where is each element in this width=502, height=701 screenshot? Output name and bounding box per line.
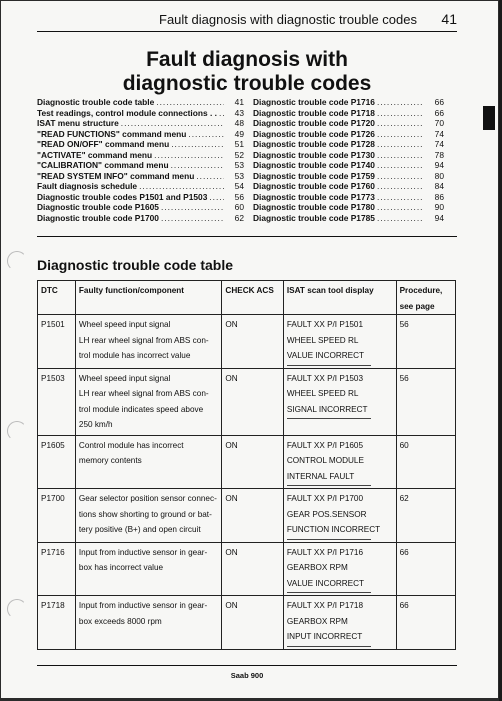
toc-leader-dots bbox=[161, 202, 224, 213]
cell-procedure-page: 66 bbox=[396, 596, 455, 650]
toc-entry bbox=[253, 181, 444, 192]
isat-line: WHEEL SPEED RL bbox=[286, 389, 359, 398]
table-row bbox=[38, 542, 456, 596]
header-procedure bbox=[396, 281, 455, 315]
toc-entry-page: 74 bbox=[434, 139, 444, 149]
page-footer: Saab 900 bbox=[37, 665, 457, 680]
cell-function bbox=[75, 542, 222, 596]
section-title: Diagnostic trouble code table bbox=[37, 257, 234, 273]
isat-line: FAULT XX P/I P1700 bbox=[286, 494, 364, 503]
toc-entry bbox=[37, 192, 244, 203]
toc-entry-page: 94 bbox=[434, 160, 444, 170]
isat-underline bbox=[287, 418, 371, 419]
toc-entry-label: Fault diagnosis schedule bbox=[37, 181, 138, 191]
header-isat: ISAT scan tool display bbox=[283, 281, 396, 315]
header-procedure-line1: Procedure, bbox=[399, 286, 443, 295]
function-line: trol module has incorrect value bbox=[78, 351, 191, 360]
toc-entry bbox=[253, 97, 444, 108]
toc-entry bbox=[37, 150, 244, 161]
cell-isat bbox=[283, 368, 396, 435]
function-line: Gear selector position sensor connec- bbox=[78, 494, 217, 503]
toc-entry bbox=[253, 129, 444, 140]
toc-leader-dots bbox=[196, 171, 224, 182]
toc-leader-dots bbox=[377, 181, 424, 192]
toc-entry-label: Diagnostic trouble code P1728 bbox=[253, 139, 375, 149]
toc-entry-label: Diagnostic trouble code P1785 bbox=[253, 212, 375, 223]
hole-punch-mark bbox=[7, 251, 27, 271]
toc-entry-page: 53 bbox=[234, 160, 244, 170]
toc-entry-page: 80 bbox=[434, 170, 444, 181]
toc-leader-dots bbox=[161, 213, 224, 224]
isat-underline bbox=[287, 646, 371, 647]
toc-entry-page: 74 bbox=[434, 128, 444, 139]
toc-entry-page: 41 bbox=[234, 97, 244, 107]
table-row bbox=[38, 435, 456, 489]
toc-leader-dots bbox=[121, 118, 224, 129]
cell-check-acs: ON bbox=[222, 596, 283, 650]
toc-leader-dots bbox=[156, 97, 224, 108]
cell-dtc: P1700 bbox=[38, 489, 76, 543]
header-page-number: 41 bbox=[441, 11, 457, 27]
toc-leader-dots bbox=[154, 150, 224, 161]
cell-isat bbox=[283, 542, 396, 596]
toc-entry bbox=[253, 118, 444, 129]
toc-leader-dots bbox=[377, 202, 424, 213]
toc-leader-dots bbox=[377, 139, 424, 150]
main-title bbox=[37, 48, 457, 96]
toc-entry bbox=[253, 192, 444, 203]
toc-entry-page: 86 bbox=[434, 191, 444, 202]
function-line: memory contents bbox=[78, 456, 142, 465]
toc-entry-label: Diagnostic trouble code P1605 bbox=[37, 202, 159, 212]
toc-leader-dots bbox=[377, 118, 424, 129]
toc-entry-label: Diagnostic trouble code P1730 bbox=[253, 149, 375, 160]
toc-entry-label: Diagnostic trouble code P1773 bbox=[253, 191, 375, 202]
toc-entry bbox=[37, 108, 244, 119]
isat-underline bbox=[287, 592, 371, 593]
toc-leader-dots bbox=[171, 160, 224, 171]
toc-entry-label: Diagnostic trouble code table bbox=[37, 97, 155, 107]
isat-line: VALUE INCORRECT bbox=[286, 578, 365, 588]
function-line: 250 km/h bbox=[78, 420, 113, 429]
toc-entry bbox=[37, 213, 244, 224]
toc-leader-dots bbox=[377, 150, 424, 161]
function-line: Input from inductive sensor in gear- bbox=[78, 547, 208, 557]
manual-page bbox=[1, 1, 498, 698]
toc-entry bbox=[37, 118, 244, 129]
function-line: Input from inductive sensor in gear- bbox=[78, 601, 208, 610]
cell-procedure-page: 56 bbox=[396, 315, 455, 369]
table-row bbox=[38, 315, 456, 369]
toc-leader-dots bbox=[377, 192, 424, 203]
isat-line: FAULT XX P/I P1501 bbox=[286, 320, 364, 329]
toc-entry-page: 51 bbox=[234, 139, 244, 149]
toc-entry-label: Test readings, control module connections . . bbox=[37, 107, 217, 118]
toc-entry-label: "READ ON/OFF" command menu bbox=[37, 139, 170, 149]
toc-leader-dots bbox=[209, 192, 224, 203]
toc-leader-dots bbox=[377, 97, 424, 108]
table-row bbox=[38, 596, 456, 650]
toc-leader-dots bbox=[377, 171, 424, 182]
cell-isat bbox=[283, 596, 396, 650]
cell-function bbox=[75, 489, 222, 543]
cell-isat bbox=[283, 435, 396, 489]
toc-entry-label: "READ FUNCTIONS" command menu bbox=[37, 128, 187, 139]
isat-line: FAULT XX P/I P1503 bbox=[286, 373, 364, 383]
toc-entry-page: 60 bbox=[234, 202, 244, 212]
toc-entry-label: Diagnostic trouble code P1759 bbox=[253, 170, 375, 181]
toc-entry bbox=[253, 202, 444, 213]
cell-procedure-page: 56 bbox=[396, 368, 455, 435]
isat-underline bbox=[287, 539, 371, 540]
toc-entry-page: 48 bbox=[234, 118, 244, 128]
main-title-line2: diagnostic trouble codes bbox=[122, 72, 372, 95]
toc-entry-label: "READ SYSTEM INFO" command menu bbox=[37, 170, 195, 181]
toc-entry-label: Diagnostic trouble code P1726 bbox=[253, 128, 375, 139]
toc-entry-label: Diagnostic trouble codes P1501 and P1503 bbox=[37, 191, 208, 202]
main-title-line1: Fault diagnosis with bbox=[146, 48, 348, 71]
cell-procedure-page: 60 bbox=[396, 435, 455, 489]
function-line: tery positive (B+) and open circuit bbox=[78, 525, 201, 534]
toc-leader-dots bbox=[139, 181, 224, 192]
function-line: LH rear wheel signal from ABS con- bbox=[78, 335, 209, 345]
toc-entry bbox=[37, 181, 244, 192]
header-procedure-line2: see page bbox=[399, 301, 435, 311]
isat-line: INPUT INCORRECT bbox=[286, 632, 363, 641]
toc-entry-label: Diagnostic trouble code P1720 bbox=[253, 118, 375, 128]
toc-left-column bbox=[37, 97, 244, 223]
toc-entry-page: 90 bbox=[434, 202, 444, 212]
isat-line: SIGNAL INCORRECT bbox=[286, 404, 368, 414]
toc-entry-label: Diagnostic trouble code P1716 bbox=[253, 97, 375, 107]
toc-separator bbox=[37, 236, 457, 237]
cell-dtc: P1605 bbox=[38, 435, 76, 489]
function-line: tions show shorting to ground or bat- bbox=[78, 509, 212, 519]
toc-entry bbox=[37, 139, 244, 150]
isat-line: WHEEL SPEED RL bbox=[286, 335, 359, 345]
toc-entry bbox=[253, 160, 444, 171]
function-line: box exceeds 8000 rpm bbox=[78, 616, 162, 626]
function-line: trol module indicates speed above bbox=[78, 404, 204, 414]
isat-underline bbox=[287, 485, 371, 486]
toc-entry-page: 66 bbox=[434, 97, 444, 107]
header-dtc: DTC bbox=[38, 281, 76, 315]
cell-procedure-page: 62 bbox=[396, 489, 455, 543]
header-function: Faulty function/component bbox=[75, 281, 222, 315]
toc-entry-page: 70 bbox=[434, 118, 444, 128]
toc-entry-page: 54 bbox=[234, 181, 244, 191]
page-header bbox=[37, 9, 457, 32]
isat-line: GEARBOX RPM bbox=[286, 563, 348, 572]
isat-line: FAULT XX P/I P1718 bbox=[286, 601, 364, 610]
cell-check-acs: ON bbox=[222, 435, 283, 489]
function-line: Wheel speed input signal bbox=[78, 373, 171, 383]
cell-dtc: P1501 bbox=[38, 315, 76, 369]
cell-function bbox=[75, 435, 222, 489]
toc-entry-page: 94 bbox=[434, 212, 444, 223]
isat-line: CONTROL MODULE bbox=[286, 456, 364, 465]
isat-line: VALUE INCORRECT bbox=[286, 351, 365, 360]
cell-procedure-page: 66 bbox=[396, 542, 455, 596]
cell-check-acs: ON bbox=[222, 542, 283, 596]
toc-entry-label: "ACTIVATE" command menu bbox=[37, 149, 153, 160]
cell-check-acs: ON bbox=[222, 315, 283, 369]
toc-leader-dots bbox=[188, 129, 224, 140]
toc-entry bbox=[253, 139, 444, 150]
cell-check-acs: ON bbox=[222, 368, 283, 435]
cell-function bbox=[75, 315, 222, 369]
toc-leader-dots bbox=[377, 129, 424, 140]
toc-entry-page: 66 bbox=[434, 107, 444, 118]
isat-underline bbox=[287, 365, 371, 366]
toc-entry-label: Diagnostic trouble code P1780 bbox=[253, 202, 375, 212]
toc-entry-label: Diagnostic trouble code P1740 bbox=[253, 160, 375, 170]
toc-entry bbox=[253, 108, 444, 119]
toc-right-column bbox=[253, 97, 444, 223]
toc-entry-page: 52 bbox=[234, 149, 244, 160]
isat-line: INTERNAL FAULT bbox=[286, 471, 355, 481]
table-header-row bbox=[38, 281, 456, 315]
toc-entry bbox=[253, 150, 444, 161]
cell-dtc: P1716 bbox=[38, 542, 76, 596]
hole-punch-mark bbox=[7, 421, 27, 441]
function-line: LH rear wheel signal from ABS con- bbox=[78, 389, 209, 398]
toc-entry bbox=[253, 171, 444, 182]
toc-leader-dots bbox=[377, 108, 424, 119]
toc-leader-dots bbox=[377, 160, 424, 171]
toc-entry-page: 49 bbox=[234, 128, 244, 139]
cell-function bbox=[75, 368, 222, 435]
function-line: Wheel speed input signal bbox=[78, 320, 171, 329]
isat-line: GEAR POS.SENSOR bbox=[286, 509, 367, 519]
toc-entry-label: Diagnostic trouble code P1718 bbox=[253, 107, 375, 118]
cell-isat bbox=[283, 315, 396, 369]
toc-entry-page: 43 bbox=[234, 107, 244, 118]
toc-leader-dots bbox=[377, 213, 424, 224]
toc-entry-page: 56 bbox=[234, 191, 244, 202]
header-title: Fault diagnosis with diagnostic trouble codes bbox=[159, 12, 417, 27]
toc-leader-dots bbox=[171, 139, 224, 150]
toc-entry-label: ISAT menu structure bbox=[37, 118, 119, 128]
toc-entry-label: "CALIBRATION" command menu bbox=[37, 160, 169, 170]
function-line: box has incorrect value bbox=[78, 563, 164, 572]
header-check-acs: CHECK ACS bbox=[222, 281, 283, 315]
table-row bbox=[38, 489, 456, 543]
toc-leader-dots bbox=[219, 108, 224, 119]
isat-line: GEARBOX RPM bbox=[286, 616, 348, 626]
toc-entry-label: Diagnostic trouble code P1700 bbox=[37, 212, 159, 223]
toc-entry-page: 78 bbox=[434, 149, 444, 160]
table-body bbox=[38, 315, 456, 650]
toc-entry-label: Diagnostic trouble code P1760 bbox=[253, 181, 375, 191]
toc-entry-page: 53 bbox=[234, 170, 244, 181]
toc-entry bbox=[37, 129, 244, 140]
section-tab-marker bbox=[483, 106, 495, 130]
toc-entry bbox=[37, 97, 244, 108]
toc-entry bbox=[253, 213, 444, 224]
function-line: Control module has incorrect bbox=[78, 440, 184, 450]
isat-line: FUNCTION INCORRECT bbox=[286, 525, 381, 534]
cell-dtc: P1718 bbox=[38, 596, 76, 650]
toc-entry bbox=[37, 160, 244, 171]
toc-entry-page: 62 bbox=[234, 212, 244, 223]
dtc-table bbox=[37, 280, 456, 650]
hole-punch-mark bbox=[7, 599, 27, 619]
toc-entry bbox=[37, 171, 244, 182]
isat-line: FAULT XX P/I P1605 bbox=[286, 440, 364, 450]
toc-entry bbox=[37, 202, 244, 213]
cell-isat bbox=[283, 489, 396, 543]
isat-line: FAULT XX P/I P1716 bbox=[286, 547, 364, 557]
toc-entry-page: 84 bbox=[434, 181, 444, 191]
cell-function bbox=[75, 596, 222, 650]
cell-dtc: P1503 bbox=[38, 368, 76, 435]
cell-check-acs: ON bbox=[222, 489, 283, 543]
table-row bbox=[38, 368, 456, 435]
